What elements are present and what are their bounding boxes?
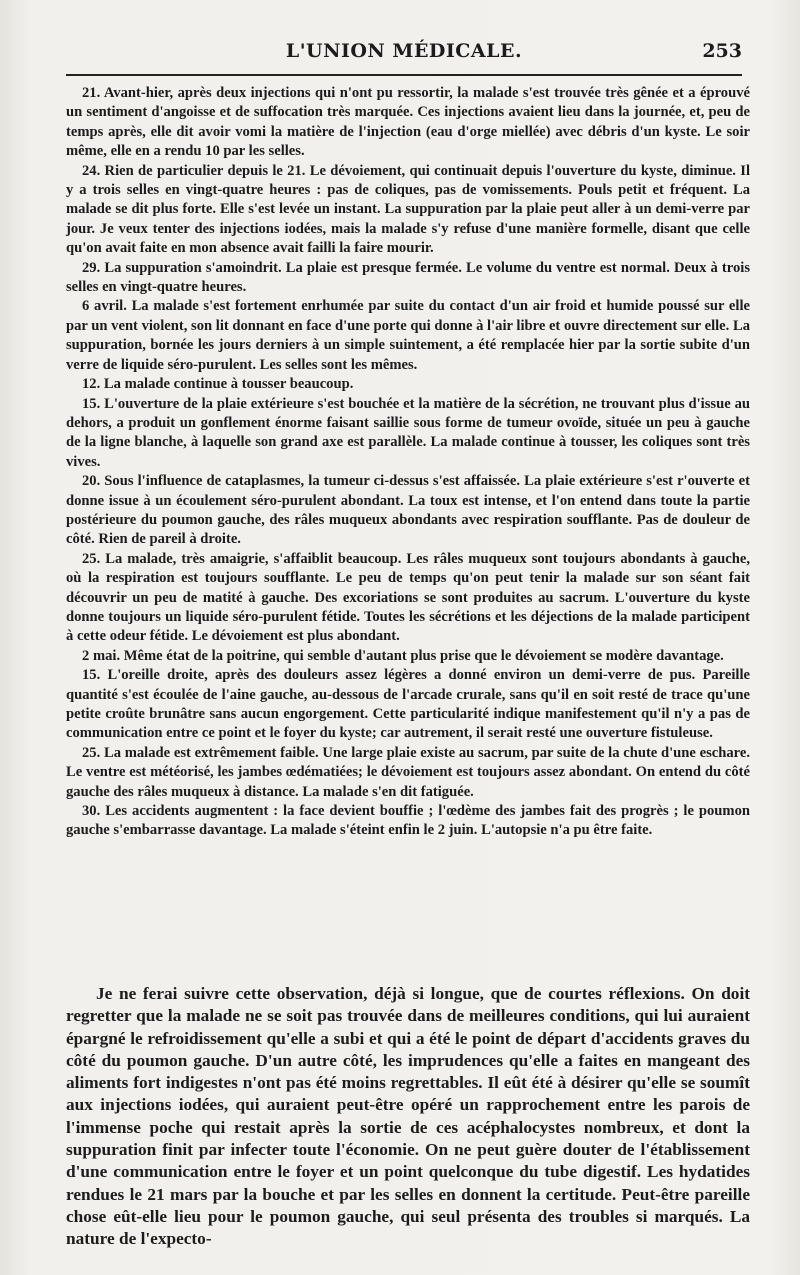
journal-entry: 2 mai. Même état de la poitrine, qui semble d'autant plus prise que le dévoiement se modère davantage. xyxy=(82,647,724,664)
journal-entry: 21. Avant-hier, après deux injections qui n'ont pu ressortir, la malade s'est trouvée très gênée et a éprouvé un sentiment d'angoisse et de suffocation très marquée. Ces injections avaient lieu dans la journée, et, peu de temps après, elle dit avoir vomi la matière de l'injection (eau d'orge miellée) avec débris d'un kyste. Le soir même, elle en a rendu 10 par les selles. xyxy=(66,85,750,160)
clinical-journal xyxy=(66,84,750,841)
page-number: 253 xyxy=(702,40,742,62)
journal-entry: 6 avril. La malade s'est fortement enrhumée par suite du contact d'un air froid et humide poussé sur elle par un vent violent, son lit donnant en face d'une porte qui donne à l'air libre et ouvre directement sur elle. La suppuration, bornée les jours derniers à un simple suintement, a été remplacée hier par la sortie subite d'un verre de liquide séro-purulent. Les selles sont les mêmes. xyxy=(66,298,750,373)
discussion-section xyxy=(66,983,750,1251)
running-title: L'UNION MÉDICALE. xyxy=(285,40,523,62)
journal-entry: 30. Les accidents augmentent : la face devient bouffie ; l'œdème des jambes fait des progrès ; le poumon gauche s'embarrasse davantage. La malade s'éteint enfin le 2 juin. L'autopsie n'a pu être faite. xyxy=(66,803,750,839)
journal-entry: 12. La malade continue à tousser beaucoup. xyxy=(82,376,354,393)
journal-entry: 25. La malade, très amaigrie, s'affaiblit beaucoup. Les râles muqueux sont toujours abondants à gauche, où la respiration est toujours soufflante. Le peu de temps qu'on peut tenir la malade sur son séant fait découvrir un peu de matité à gauche. Des excoriations se sont produites au sacrum. L'ouverture du kyste donne toujours un liquide séro-purulent fétide. Toutes les sécrétions et les déjections de la malade participent à cette odeur fétide. Le dévoiement est plus abondant. xyxy=(66,550,750,645)
journal-entry: 24. Rien de particulier depuis le 21. Le dévoiement, qui continuait depuis l'ouverture du kyste, diminue. Il y a trois selles en vingt-quatre heures : pas de coliques, pas de vomissements. Pouls petit et fréquent. La malade se dit plus forte. Elle s'est levée un instant. La suppuration par la plaie peut aller à un demi-verre par jour. Je veux tenter des injections iodées, mais la malade s'y refuse d'une manière formelle, disant que celle qu'on avait faite en mon absence avait failli la faire mourir. xyxy=(66,162,750,257)
page-header xyxy=(66,40,742,68)
journal-entry: 29. La suppuration s'amoindrit. La plaie est presque fermée. Le volume du ventre est normal. Deux à trois selles en vingt-quatre heures. xyxy=(66,259,750,296)
journal-entry: 15. L'oreille droite, après des douleurs assez légères a donné environ un demi-verre de pus. Pareille quantité s'est écoulée de l'aine gauche, au-dessous de l'arcade crurale, sans qu'il en soit resté de trace qu'une petite croûte brunâtre sans aucun engorgement. Cette particularité indique manifestement qu'il n'y a pas de communication entre ce point et le foyer du kyste; car autrement, il serait resté une ouverture fistuleuse. xyxy=(66,667,750,742)
header-rule xyxy=(66,74,742,76)
journal-entry: 20. Sous l'influence de cataplasmes, la tumeur ci-dessus s'est affaissée. La plaie extérieure s'est r'ouverte et donne issue à un écoulement séro-purulent abondant. La toux est intense, et l'on entend dans toute la partie postérieure du poumon gauche, des râles muqueux abondants avec respiration soufflante. Pas de douleur de côté. Rien de pareil à droite. xyxy=(66,473,750,548)
journal-entry: 25. La malade est extrêmement faible. Une large plaie existe au sacrum, par suite de la chute d'une eschare. Le ventre est météorisé, les jambes œdématiées; le dévoiement est toujours assez abondant. On entend du côté gauche des râles muqueux à distance. La malade s'en dit fatiguée. xyxy=(66,744,750,800)
discussion-paragraph: Je ne ferai suivre cette observation, déjà si longue, que de courtes réflexions. On doit regretter que la malade ne se soit pas trouvée dans de meilleures conditions, qui lui auraient épargné le refroidissement qu'elle a subi et qui a été le point de départ d'accidents graves du côté du poumon gauche. D'un autre côté, les imprudences qu'elle a faites en mangeant des aliments fort indigestes n'ont pas été moins regrettables. Il eût été à désirer qu'elle se soumît aux injections iodées, qui auraient peut-être opéré un rapprochement entre les parois de l'immense poche qui restait après la sortie de ces acéphalocystes nombreux, et dont la suppuration finit par infecter toute l'économie. On ne peut guère douter de l'établissement d'une communication entre le foyer et un point quelconque du tube digestif. Les hydatides rendues le 21 mars par la bouche et par les selles en donnent la certitude. Peut-être pareille chose eût-elle lieu pour le poumon gauche, qui seul présenta des troubles si marqués. La nature de l'expecto- xyxy=(66,984,750,1249)
journal-entry: 15. L'ouverture de la plaie extérieure s'est bouchée et la matière de la sécrétion, ne trouvant plus d'issue au dehors, a produit un gonflement énorme faisant saillie sous forme de tumeur ovoïde, située un peu à gauche de la ligne blanche, à laquelle son grand axe est parallèle. La malade continue à tousser, les coliques sont très vives. xyxy=(66,395,750,470)
